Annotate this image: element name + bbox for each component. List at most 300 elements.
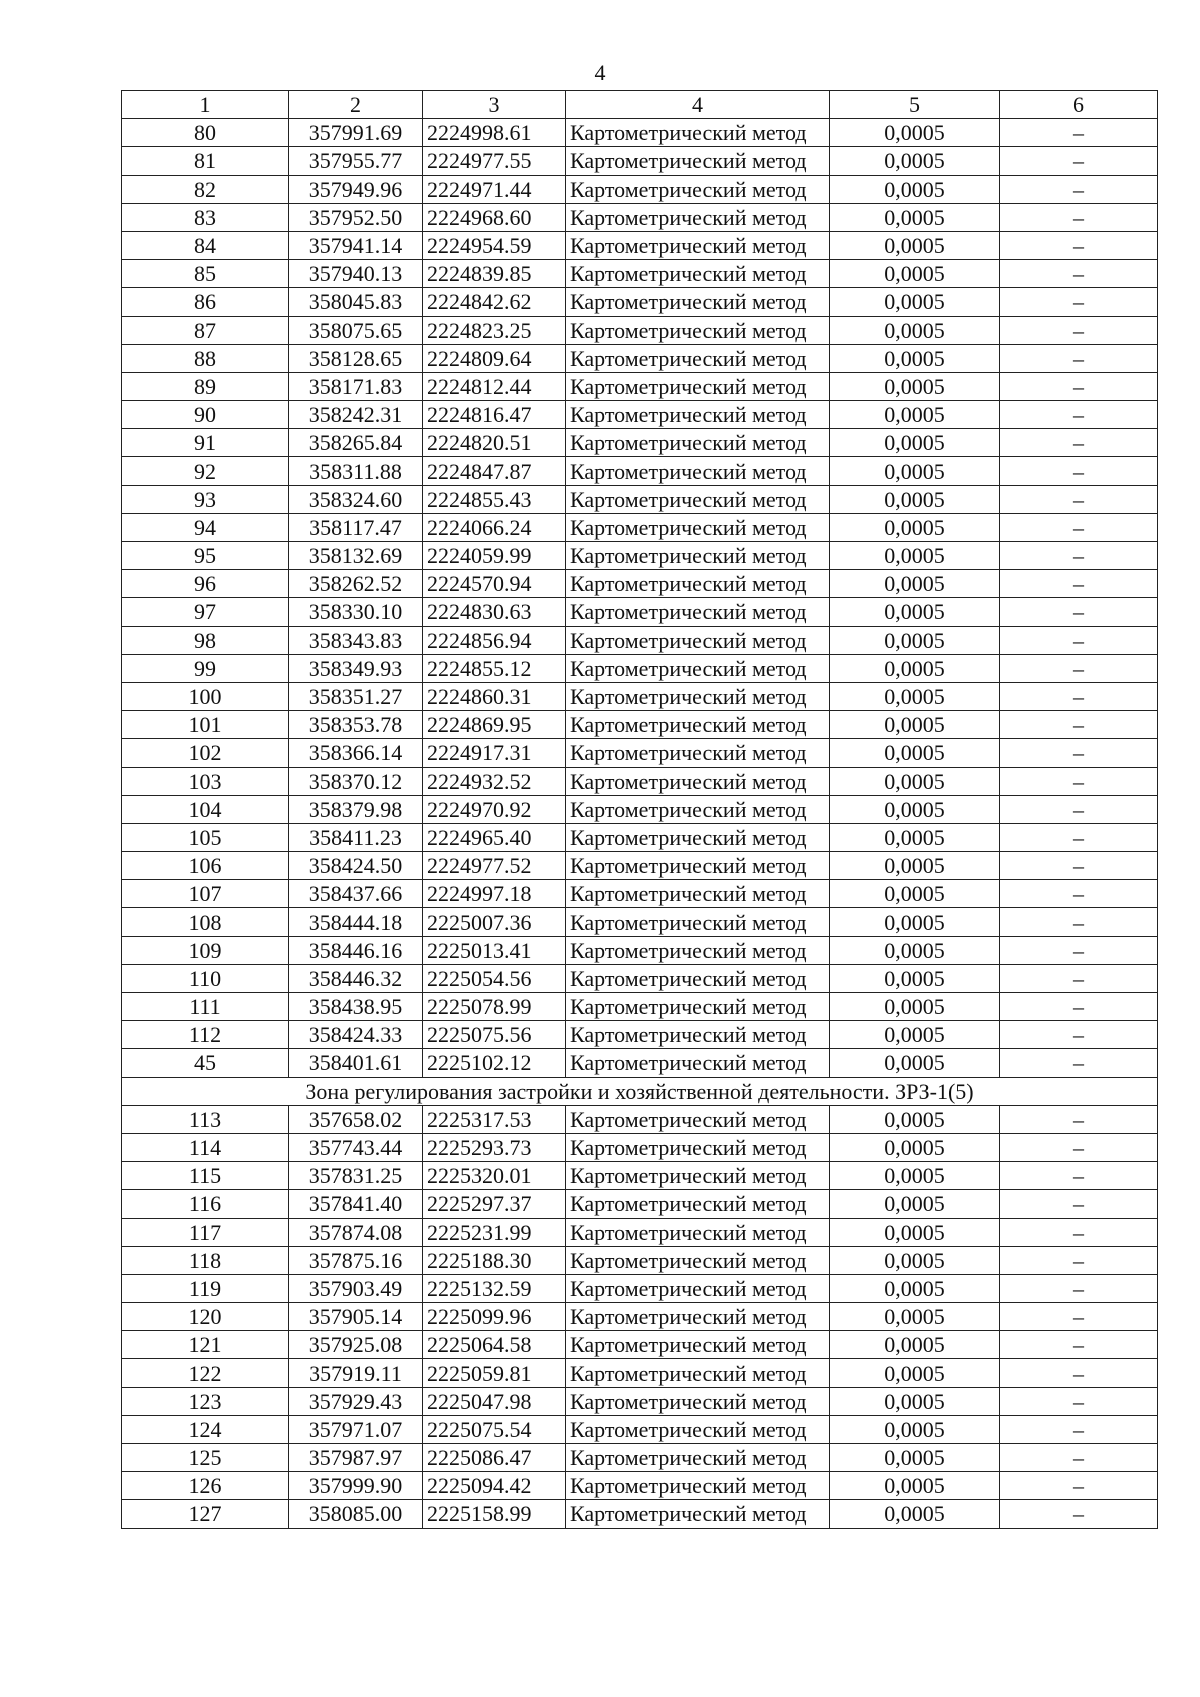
header-row	[122, 91, 1158, 119]
description-cell: –	[1000, 626, 1158, 654]
point-number-cell: 89	[122, 372, 289, 400]
accuracy-cell: 0,0005	[830, 485, 1000, 513]
table-row	[122, 1359, 1158, 1387]
accuracy-cell: 0,0005	[830, 598, 1000, 626]
table-row	[122, 1387, 1158, 1415]
accuracy-cell: 0,0005	[830, 429, 1000, 457]
accuracy-cell: 0,0005	[830, 147, 1000, 175]
description-cell: –	[1000, 316, 1158, 344]
point-number-cell: 102	[122, 739, 289, 767]
table-row	[122, 513, 1158, 541]
method-cell: Картометрический метод	[566, 570, 830, 598]
accuracy-cell: 0,0005	[830, 1246, 1000, 1274]
table-row	[122, 739, 1158, 767]
method-cell: Картометрический метод	[566, 1444, 830, 1472]
x-coordinate-cell: 358437.66	[289, 880, 423, 908]
accuracy-cell: 0,0005	[830, 1049, 1000, 1077]
y-coordinate-cell: 2225132.59	[423, 1274, 566, 1302]
point-number-cell: 88	[122, 344, 289, 372]
y-coordinate-cell: 2224855.43	[423, 485, 566, 513]
description-cell: –	[1000, 598, 1158, 626]
point-number-cell: 84	[122, 231, 289, 259]
y-coordinate-cell: 2224847.87	[423, 457, 566, 485]
point-number-cell: 105	[122, 823, 289, 851]
method-cell: Картометрический метод	[566, 852, 830, 880]
description-cell: –	[1000, 852, 1158, 880]
point-number-cell: 111	[122, 993, 289, 1021]
table-row	[122, 1274, 1158, 1302]
table-row	[122, 344, 1158, 372]
description-cell: –	[1000, 1359, 1158, 1387]
x-coordinate-cell: 357658.02	[289, 1105, 423, 1133]
table-row	[122, 119, 1158, 147]
accuracy-cell: 0,0005	[830, 1162, 1000, 1190]
point-number-cell: 80	[122, 119, 289, 147]
accuracy-cell: 0,0005	[830, 795, 1000, 823]
y-coordinate-cell: 2224954.59	[423, 231, 566, 259]
point-number-cell: 92	[122, 457, 289, 485]
table-row	[122, 542, 1158, 570]
accuracy-cell: 0,0005	[830, 1274, 1000, 1302]
description-cell: –	[1000, 908, 1158, 936]
point-number-cell: 108	[122, 908, 289, 936]
zone-title: Зона регулирования застройки и хозяйственной деятельности. ЗРЗ-1(5)	[122, 1077, 1158, 1105]
x-coordinate-cell: 358424.33	[289, 1021, 423, 1049]
point-number-cell: 121	[122, 1331, 289, 1359]
description-cell: –	[1000, 1303, 1158, 1331]
point-number-cell: 107	[122, 880, 289, 908]
point-number-cell: 110	[122, 964, 289, 992]
method-cell: Картометрический метод	[566, 542, 830, 570]
point-number-cell: 104	[122, 795, 289, 823]
description-cell: –	[1000, 513, 1158, 541]
method-cell: Картометрический метод	[566, 936, 830, 964]
accuracy-cell: 0,0005	[830, 711, 1000, 739]
point-number-cell: 99	[122, 654, 289, 682]
method-cell: Картометрический метод	[566, 964, 830, 992]
method-cell: Картометрический метод	[566, 823, 830, 851]
method-cell: Картометрический метод	[566, 429, 830, 457]
accuracy-cell: 0,0005	[830, 626, 1000, 654]
description-cell: –	[1000, 1049, 1158, 1077]
method-cell: Картометрический метод	[566, 1274, 830, 1302]
point-number-cell: 112	[122, 1021, 289, 1049]
table-row	[122, 1246, 1158, 1274]
column-header: 4	[566, 91, 830, 119]
accuracy-cell: 0,0005	[830, 372, 1000, 400]
description-cell: –	[1000, 260, 1158, 288]
accuracy-cell: 0,0005	[830, 316, 1000, 344]
table-row	[122, 260, 1158, 288]
x-coordinate-cell: 357949.96	[289, 175, 423, 203]
description-cell: –	[1000, 203, 1158, 231]
x-coordinate-cell: 358075.65	[289, 316, 423, 344]
table-row	[122, 908, 1158, 936]
table-row	[122, 1133, 1158, 1161]
accuracy-cell: 0,0005	[830, 1303, 1000, 1331]
table-row	[122, 288, 1158, 316]
accuracy-cell: 0,0005	[830, 682, 1000, 710]
point-number-cell: 122	[122, 1359, 289, 1387]
table-row	[122, 147, 1158, 175]
accuracy-cell: 0,0005	[830, 175, 1000, 203]
description-cell: –	[1000, 1331, 1158, 1359]
y-coordinate-cell: 2225007.36	[423, 908, 566, 936]
y-coordinate-cell: 2225188.30	[423, 1246, 566, 1274]
description-cell: –	[1000, 823, 1158, 851]
table-row	[122, 316, 1158, 344]
x-coordinate-cell: 358424.50	[289, 852, 423, 880]
table-row	[122, 1444, 1158, 1472]
table-row	[122, 936, 1158, 964]
method-cell: Картометрический метод	[566, 1331, 830, 1359]
table-row	[122, 429, 1158, 457]
y-coordinate-cell: 2225231.99	[423, 1218, 566, 1246]
y-coordinate-cell: 2224823.25	[423, 316, 566, 344]
y-coordinate-cell: 2225293.73	[423, 1133, 566, 1161]
method-cell: Картометрический метод	[566, 1472, 830, 1500]
accuracy-cell: 0,0005	[830, 1218, 1000, 1246]
y-coordinate-cell: 2224997.18	[423, 880, 566, 908]
x-coordinate-cell: 357987.97	[289, 1444, 423, 1472]
accuracy-cell: 0,0005	[830, 823, 1000, 851]
method-cell: Картометрический метод	[566, 203, 830, 231]
y-coordinate-cell: 2224066.24	[423, 513, 566, 541]
accuracy-cell: 0,0005	[830, 1105, 1000, 1133]
x-coordinate-cell: 358330.10	[289, 598, 423, 626]
table-row	[122, 654, 1158, 682]
y-coordinate-cell: 2224839.85	[423, 260, 566, 288]
point-number-cell: 97	[122, 598, 289, 626]
x-coordinate-cell: 357919.11	[289, 1359, 423, 1387]
x-coordinate-cell: 358444.18	[289, 908, 423, 936]
y-coordinate-cell: 2224970.92	[423, 795, 566, 823]
point-number-cell: 125	[122, 1444, 289, 1472]
method-cell: Картометрический метод	[566, 119, 830, 147]
table-row	[122, 1472, 1158, 1500]
y-coordinate-cell: 2224998.61	[423, 119, 566, 147]
column-header: 1	[122, 91, 289, 119]
table-row	[122, 1218, 1158, 1246]
description-cell: –	[1000, 767, 1158, 795]
method-cell: Картометрический метод	[566, 682, 830, 710]
method-cell: Картометрический метод	[566, 1133, 830, 1161]
point-number-cell: 101	[122, 711, 289, 739]
point-number-cell: 90	[122, 401, 289, 429]
y-coordinate-cell: 2225086.47	[423, 1444, 566, 1472]
accuracy-cell: 0,0005	[830, 542, 1000, 570]
y-coordinate-cell: 2225054.56	[423, 964, 566, 992]
x-coordinate-cell: 358265.84	[289, 429, 423, 457]
method-cell: Картометрический метод	[566, 1415, 830, 1443]
description-cell: –	[1000, 1274, 1158, 1302]
description-cell: –	[1000, 1021, 1158, 1049]
accuracy-cell: 0,0005	[830, 654, 1000, 682]
accuracy-cell: 0,0005	[830, 1472, 1000, 1500]
point-number-cell: 96	[122, 570, 289, 598]
description-cell: –	[1000, 682, 1158, 710]
method-cell: Картометрический метод	[566, 1162, 830, 1190]
y-coordinate-cell: 2225064.58	[423, 1331, 566, 1359]
y-coordinate-cell: 2225013.41	[423, 936, 566, 964]
method-cell: Картометрический метод	[566, 1303, 830, 1331]
method-cell: Картометрический метод	[566, 598, 830, 626]
description-cell: –	[1000, 570, 1158, 598]
coordinates-table	[121, 90, 1158, 1529]
accuracy-cell: 0,0005	[830, 1331, 1000, 1359]
description-cell: –	[1000, 936, 1158, 964]
method-cell: Картометрический метод	[566, 1387, 830, 1415]
description-cell: –	[1000, 1415, 1158, 1443]
table-row	[122, 711, 1158, 739]
coordinates-table-body	[122, 91, 1158, 1529]
y-coordinate-cell: 2225158.99	[423, 1500, 566, 1528]
table-row	[122, 1105, 1158, 1133]
y-coordinate-cell: 2225099.96	[423, 1303, 566, 1331]
point-number-cell: 123	[122, 1387, 289, 1415]
x-coordinate-cell: 358171.83	[289, 372, 423, 400]
method-cell: Картометрический метод	[566, 372, 830, 400]
column-header: 2	[289, 91, 423, 119]
table-row	[122, 1303, 1158, 1331]
description-cell: –	[1000, 1500, 1158, 1528]
accuracy-cell: 0,0005	[830, 936, 1000, 964]
method-cell: Картометрический метод	[566, 1021, 830, 1049]
description-cell: –	[1000, 175, 1158, 203]
point-number-cell: 85	[122, 260, 289, 288]
y-coordinate-cell: 2224977.52	[423, 852, 566, 880]
point-number-cell: 87	[122, 316, 289, 344]
method-cell: Картометрический метод	[566, 795, 830, 823]
description-cell: –	[1000, 1162, 1158, 1190]
x-coordinate-cell: 358132.69	[289, 542, 423, 570]
method-cell: Картометрический метод	[566, 513, 830, 541]
y-coordinate-cell: 2225059.81	[423, 1359, 566, 1387]
point-number-cell: 83	[122, 203, 289, 231]
method-cell: Картометрический метод	[566, 288, 830, 316]
column-header: 5	[830, 91, 1000, 119]
x-coordinate-cell: 357903.49	[289, 1274, 423, 1302]
accuracy-cell: 0,0005	[830, 739, 1000, 767]
method-cell: Картометрический метод	[566, 880, 830, 908]
x-coordinate-cell: 358311.88	[289, 457, 423, 485]
description-cell: –	[1000, 485, 1158, 513]
description-cell: –	[1000, 288, 1158, 316]
accuracy-cell: 0,0005	[830, 457, 1000, 485]
point-number-cell: 117	[122, 1218, 289, 1246]
accuracy-cell: 0,0005	[830, 1359, 1000, 1387]
table-row	[122, 175, 1158, 203]
x-coordinate-cell: 357925.08	[289, 1331, 423, 1359]
description-cell: –	[1000, 739, 1158, 767]
table-row	[122, 1162, 1158, 1190]
method-cell: Картометрический метод	[566, 231, 830, 259]
method-cell: Картометрический метод	[566, 1500, 830, 1528]
y-coordinate-cell: 2224812.44	[423, 372, 566, 400]
accuracy-cell: 0,0005	[830, 1500, 1000, 1528]
table-row	[122, 1415, 1158, 1443]
accuracy-cell: 0,0005	[830, 401, 1000, 429]
description-cell: –	[1000, 147, 1158, 175]
y-coordinate-cell: 2224059.99	[423, 542, 566, 570]
point-number-cell: 100	[122, 682, 289, 710]
x-coordinate-cell: 358411.23	[289, 823, 423, 851]
description-cell: –	[1000, 795, 1158, 823]
x-coordinate-cell: 357971.07	[289, 1415, 423, 1443]
point-number-cell: 86	[122, 288, 289, 316]
x-coordinate-cell: 357831.25	[289, 1162, 423, 1190]
x-coordinate-cell: 358262.52	[289, 570, 423, 598]
x-coordinate-cell: 358446.32	[289, 964, 423, 992]
y-coordinate-cell: 2224816.47	[423, 401, 566, 429]
x-coordinate-cell: 357941.14	[289, 231, 423, 259]
table-row	[122, 880, 1158, 908]
description-cell: –	[1000, 372, 1158, 400]
x-coordinate-cell: 358366.14	[289, 739, 423, 767]
method-cell: Картометрический метод	[566, 993, 830, 1021]
y-coordinate-cell: 2224971.44	[423, 175, 566, 203]
table-row	[122, 1190, 1158, 1218]
x-coordinate-cell: 357875.16	[289, 1246, 423, 1274]
page-number: 4	[594, 60, 606, 85]
x-coordinate-cell: 358370.12	[289, 767, 423, 795]
description-cell: –	[1000, 1218, 1158, 1246]
column-header: 3	[423, 91, 566, 119]
method-cell: Картометрический метод	[566, 1359, 830, 1387]
x-coordinate-cell: 358438.95	[289, 993, 423, 1021]
accuracy-cell: 0,0005	[830, 119, 1000, 147]
y-coordinate-cell: 2224842.62	[423, 288, 566, 316]
y-coordinate-cell: 2224965.40	[423, 823, 566, 851]
point-number-cell: 127	[122, 1500, 289, 1528]
table-row	[122, 485, 1158, 513]
y-coordinate-cell: 2225094.42	[423, 1472, 566, 1500]
y-coordinate-cell: 2224855.12	[423, 654, 566, 682]
method-cell: Картометрический метод	[566, 175, 830, 203]
x-coordinate-cell: 358446.16	[289, 936, 423, 964]
x-coordinate-cell: 357991.69	[289, 119, 423, 147]
accuracy-cell: 0,0005	[830, 1133, 1000, 1161]
x-coordinate-cell: 357929.43	[289, 1387, 423, 1415]
x-coordinate-cell: 358349.93	[289, 654, 423, 682]
description-cell: –	[1000, 1190, 1158, 1218]
x-coordinate-cell: 357999.90	[289, 1472, 423, 1500]
method-cell: Картометрический метод	[566, 1105, 830, 1133]
table-row	[122, 570, 1158, 598]
y-coordinate-cell: 2225297.37	[423, 1190, 566, 1218]
table-row	[122, 993, 1158, 1021]
accuracy-cell: 0,0005	[830, 880, 1000, 908]
x-coordinate-cell: 358085.00	[289, 1500, 423, 1528]
x-coordinate-cell: 358401.61	[289, 1049, 423, 1077]
description-cell: –	[1000, 119, 1158, 147]
point-number-cell: 98	[122, 626, 289, 654]
description-cell: –	[1000, 1472, 1158, 1500]
y-coordinate-cell: 2225078.99	[423, 993, 566, 1021]
accuracy-cell: 0,0005	[830, 1021, 1000, 1049]
table-row	[122, 1331, 1158, 1359]
point-number-cell: 113	[122, 1105, 289, 1133]
x-coordinate-cell: 358353.78	[289, 711, 423, 739]
accuracy-cell: 0,0005	[830, 203, 1000, 231]
table-row	[122, 767, 1158, 795]
table-row	[122, 1021, 1158, 1049]
point-number-cell: 81	[122, 147, 289, 175]
y-coordinate-cell: 2224856.94	[423, 626, 566, 654]
y-coordinate-cell: 2225317.53	[423, 1105, 566, 1133]
description-cell: –	[1000, 1246, 1158, 1274]
table-row	[122, 626, 1158, 654]
method-cell: Картометрический метод	[566, 626, 830, 654]
y-coordinate-cell: 2224917.31	[423, 739, 566, 767]
x-coordinate-cell: 358343.83	[289, 626, 423, 654]
point-number-cell: 118	[122, 1246, 289, 1274]
method-cell: Картометрический метод	[566, 316, 830, 344]
point-number-cell: 106	[122, 852, 289, 880]
point-number-cell: 82	[122, 175, 289, 203]
x-coordinate-cell: 357955.77	[289, 147, 423, 175]
point-number-cell: 124	[122, 1415, 289, 1443]
table-row	[122, 852, 1158, 880]
point-number-cell: 126	[122, 1472, 289, 1500]
y-coordinate-cell: 2225102.12	[423, 1049, 566, 1077]
method-cell: Картометрический метод	[566, 260, 830, 288]
table-row	[122, 598, 1158, 626]
point-number-cell: 115	[122, 1162, 289, 1190]
method-cell: Картометрический метод	[566, 739, 830, 767]
y-coordinate-cell: 2224977.55	[423, 147, 566, 175]
point-number-cell: 109	[122, 936, 289, 964]
method-cell: Картометрический метод	[566, 1218, 830, 1246]
x-coordinate-cell: 358117.47	[289, 513, 423, 541]
table-row	[122, 682, 1158, 710]
table-row	[122, 401, 1158, 429]
y-coordinate-cell: 2225047.98	[423, 1387, 566, 1415]
method-cell: Картометрический метод	[566, 711, 830, 739]
accuracy-cell: 0,0005	[830, 513, 1000, 541]
table-row	[122, 795, 1158, 823]
accuracy-cell: 0,0005	[830, 288, 1000, 316]
table-row	[122, 203, 1158, 231]
x-coordinate-cell: 357905.14	[289, 1303, 423, 1331]
column-header: 6	[1000, 91, 1158, 119]
y-coordinate-cell: 2224809.64	[423, 344, 566, 372]
method-cell: Картометрический метод	[566, 1190, 830, 1218]
accuracy-cell: 0,0005	[830, 1444, 1000, 1472]
x-coordinate-cell: 358045.83	[289, 288, 423, 316]
description-cell: –	[1000, 993, 1158, 1021]
method-cell: Картометрический метод	[566, 1049, 830, 1077]
description-cell: –	[1000, 964, 1158, 992]
accuracy-cell: 0,0005	[830, 767, 1000, 795]
x-coordinate-cell: 357952.50	[289, 203, 423, 231]
point-number-cell: 45	[122, 1049, 289, 1077]
accuracy-cell: 0,0005	[830, 852, 1000, 880]
table-row	[122, 457, 1158, 485]
x-coordinate-cell: 358324.60	[289, 485, 423, 513]
x-coordinate-cell: 357841.40	[289, 1190, 423, 1218]
description-cell: –	[1000, 711, 1158, 739]
table-row	[122, 372, 1158, 400]
point-number-cell: 114	[122, 1133, 289, 1161]
description-cell: –	[1000, 457, 1158, 485]
y-coordinate-cell: 2225075.56	[423, 1021, 566, 1049]
table-row	[122, 823, 1158, 851]
table-row	[122, 964, 1158, 992]
method-cell: Картометрический метод	[566, 654, 830, 682]
x-coordinate-cell: 358242.31	[289, 401, 423, 429]
y-coordinate-cell: 2225075.54	[423, 1415, 566, 1443]
